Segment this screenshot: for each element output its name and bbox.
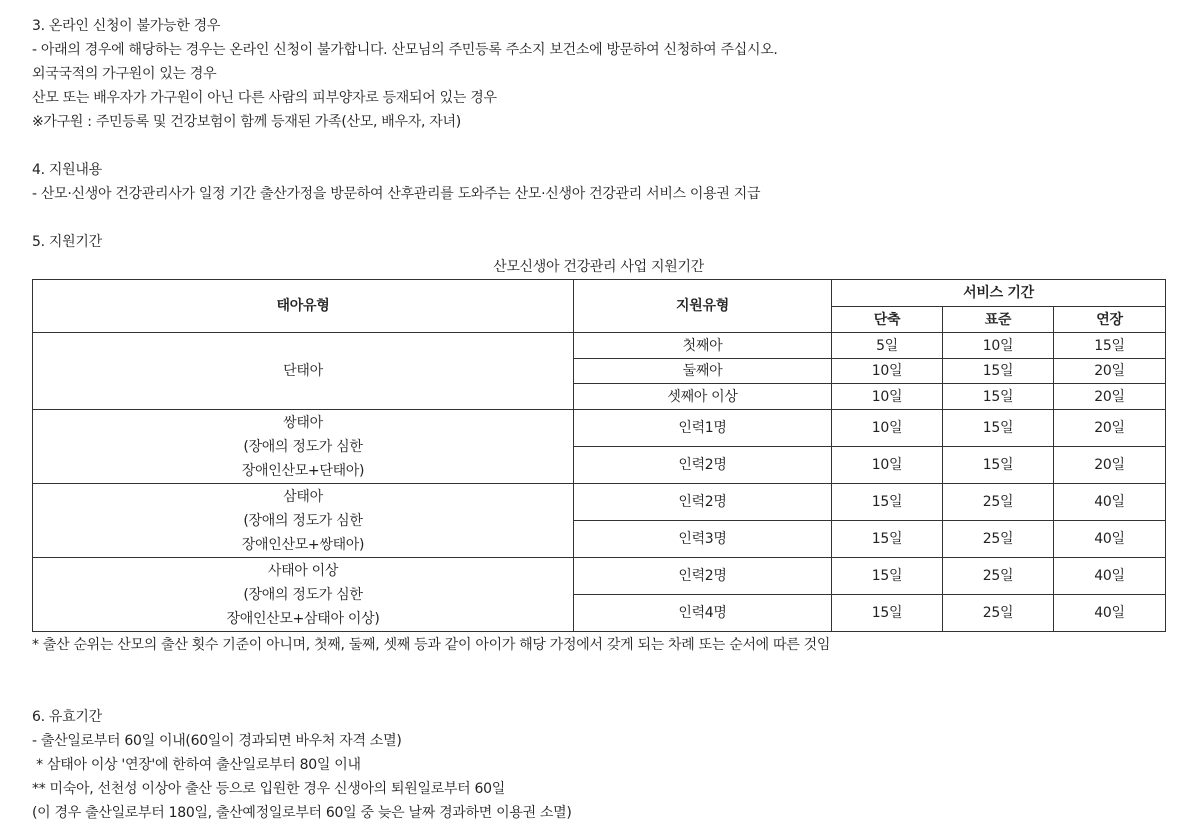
short-cell: 10일 xyxy=(832,384,943,410)
standard-cell: 25일 xyxy=(943,521,1054,558)
table-caption: 산모신생아 건강관리 사업 지원기간 xyxy=(493,259,704,275)
standard-cell: 15일 xyxy=(943,359,1054,384)
short-cell: 10일 xyxy=(832,410,943,447)
baby-type-cell xyxy=(33,410,574,484)
table-row xyxy=(33,333,1166,359)
standard-cell: 10일 xyxy=(943,333,1054,359)
baby-type-line: 장애인산모+쌍태아) xyxy=(241,536,365,553)
section3-line-2: 외국국적의 가구원이 있는 경우 xyxy=(32,66,217,82)
table-row xyxy=(33,558,1166,595)
short-cell: 10일 xyxy=(832,359,943,384)
extended-cell: 40일 xyxy=(1054,558,1166,595)
short-cell: 15일 xyxy=(832,521,943,558)
baby-type-line: 쌍태아 xyxy=(283,414,323,431)
support-type-cell: 둘째아 xyxy=(574,359,832,384)
standard-cell: 15일 xyxy=(943,384,1054,410)
extended-cell: 15일 xyxy=(1054,333,1166,359)
section4-title: 4. 지원내용 xyxy=(32,162,102,178)
section6-line-4: (이 경우 출산일로부터 180일, 출산예정일로부터 60일 중 늦은 날짜 경과하면 이용권 소멸) xyxy=(32,805,572,821)
section3-line-4: ※가구원 : 주민등록 및 건강보험이 함께 등재된 가족(산모, 배우자, 자녀) xyxy=(32,114,461,130)
section6-line-3: ** 미숙아, 선천성 이상아 출산 등으로 입원한 경우 신생아의 퇴원일로부터 60일 xyxy=(32,781,505,797)
baby-type-cell: 단태아 xyxy=(33,333,574,410)
header-standard: 표준 xyxy=(943,307,1054,333)
section6-line-1: - 출산일로부터 60일 이내(60일이 경과되면 바우처 자격 소멸) xyxy=(32,733,402,749)
support-type-cell: 인력2명 xyxy=(574,558,832,595)
short-cell: 15일 xyxy=(832,484,943,521)
support-period-table xyxy=(32,279,1166,632)
short-cell: 5일 xyxy=(832,333,943,359)
section4-line-1: - 산모·신생아 건강관리사가 일정 기간 출산가정을 방문하여 산후관리를 도와주는 산모·신생아 건강관리 서비스 이용권 지급 xyxy=(32,186,761,202)
short-cell: 10일 xyxy=(832,447,943,484)
support-type-cell: 인력2명 xyxy=(574,447,832,484)
table-footnote: * 출산 순위는 산모의 출산 횟수 기준이 아니며, 첫째, 둘째, 셋째 등과 같이 아이가 해당 가정에서 갖게 되는 차례 또는 순서에 따른 것임 xyxy=(32,637,831,653)
table-row xyxy=(33,484,1166,521)
support-type-cell: 셋째아 이상 xyxy=(574,384,832,410)
header-extended: 연장 xyxy=(1054,307,1166,333)
baby-type-line: 삼태아 xyxy=(283,488,323,505)
extended-cell: 20일 xyxy=(1054,359,1166,384)
extended-cell: 40일 xyxy=(1054,595,1166,632)
baby-type-line: 사태아 이상 xyxy=(267,562,339,579)
standard-cell: 25일 xyxy=(943,484,1054,521)
extended-cell: 20일 xyxy=(1054,447,1166,484)
section3-line-1: - 아래의 경우에 해당하는 경우는 온라인 신청이 불가합니다. 산모님의 주민등록 주소지 보건소에 방문하여 신청하여 주십시오. xyxy=(32,42,778,58)
short-cell: 15일 xyxy=(832,595,943,632)
support-type-cell: 인력1명 xyxy=(574,410,832,447)
baby-type-line: 장애인산모+단태아) xyxy=(241,462,365,479)
extended-cell: 40일 xyxy=(1054,484,1166,521)
section3-line-3: 산모 또는 배우자가 가구원이 아닌 다른 사람의 피부양자로 등재되어 있는 경우 xyxy=(32,90,497,106)
support-type-cell: 인력3명 xyxy=(574,521,832,558)
baby-type-line: (장애의 정도가 심한 xyxy=(243,586,363,603)
extended-cell: 20일 xyxy=(1054,384,1166,410)
standard-cell: 15일 xyxy=(943,410,1054,447)
standard-cell: 25일 xyxy=(943,558,1054,595)
support-type-cell: 인력4명 xyxy=(574,595,832,632)
section6-line-2: * 삼태아 이상 '연장'에 한하여 출산일로부터 80일 이내 xyxy=(32,757,361,773)
support-type-cell: 인력2명 xyxy=(574,484,832,521)
support-type-cell: 첫째아 xyxy=(574,333,832,359)
section6-title: 6. 유효기간 xyxy=(32,709,102,725)
header-support-type: 지원유형 xyxy=(574,280,832,333)
baby-type-cell xyxy=(33,558,574,632)
baby-type-line: (장애의 정도가 심한 xyxy=(243,438,363,455)
standard-cell: 25일 xyxy=(943,595,1054,632)
header-short: 단축 xyxy=(832,307,943,333)
section3-title: 3. 온라인 신청이 불가능한 경우 xyxy=(32,18,221,34)
table-row xyxy=(33,410,1166,447)
baby-type-line: 장애인산모+삼태아 이상) xyxy=(226,610,380,627)
standard-cell: 15일 xyxy=(943,447,1054,484)
section5-title: 5. 지원기간 xyxy=(32,234,102,250)
baby-type-line: (장애의 정도가 심한 xyxy=(243,512,363,529)
header-service-period: 서비스 기간 xyxy=(832,280,1166,307)
extended-cell: 40일 xyxy=(1054,521,1166,558)
header-baby-type: 태아유형 xyxy=(33,280,574,333)
short-cell: 15일 xyxy=(832,558,943,595)
baby-type-cell xyxy=(33,484,574,558)
extended-cell: 20일 xyxy=(1054,410,1166,447)
